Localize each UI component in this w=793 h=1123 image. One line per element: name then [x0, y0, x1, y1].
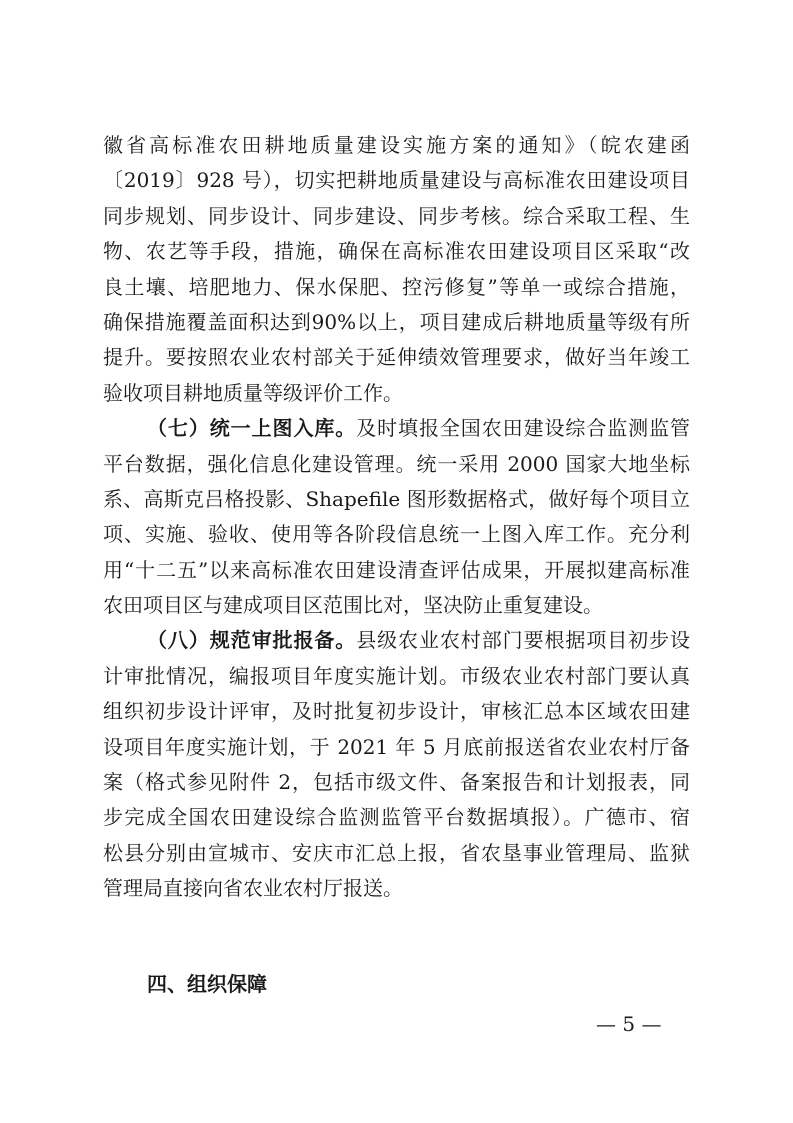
text-line: 同步规划、同步设计、同步建设、同步考核。综合采取工程、生 [103, 203, 690, 228]
text-line: 徽省高标准农田耕地质量建设实施方案的通知》（皖农建函 [103, 133, 690, 157]
text-line: 用“十二五”以来高标准农田建设清查评估成果，开展拟建高标准 [103, 557, 690, 582]
paragraph-title: （八）规范审批报备。 [147, 628, 357, 653]
paragraph-cultivated-land-quality [103, 128, 690, 411]
text-line: 平台数据，强化信息化建设管理。统一采用 2000 国家大地坐标 [103, 451, 690, 476]
paragraph-approval-filing [103, 623, 690, 906]
text-line: 提升。要按照农业农村部关于延伸绩效管理要求，做好当年竣工 [103, 345, 690, 370]
text-line: 步完成全国农田建设综合监测监管平台数据填报）。广德市、宿 [103, 805, 690, 830]
paragraph-unified-mapping [103, 411, 690, 623]
text-line: 确保措施覆盖面积达到90%以上，项目建成后耕地质量等级有所 [103, 309, 690, 334]
text-line: 〔2019〕928 号），切实把耕地质量建设与高标准农田建设项目 [103, 168, 690, 193]
text-line: 系、高斯克吕格投影、Shapefile 图形数据格式，做好每个项目立 [103, 486, 690, 511]
text-run: 及时填报全国农田建设综合监测监管 [356, 416, 691, 441]
document-body [103, 128, 690, 907]
section-heading: 四、组织保障 [147, 972, 267, 996]
text-line: 验收项目耕地质量等级评价工作。 [103, 380, 403, 405]
text-line: 物、农艺等手段，措施，确保在高标准农田建设项目区采取“改 [103, 239, 690, 264]
text-line: 项、实施、验收、使用等各阶段信息统一上图入库工作。充分利 [103, 522, 690, 547]
text-line: 计审批情况，编报项目年度实施计划。市级农业农村部门要认真 [103, 663, 690, 688]
text-line [103, 623, 690, 658]
text-line: 组织初步设计评审，及时批复初步设计，审核汇总本区域农田建 [103, 699, 690, 724]
text-line: 农田项目区与建成项目区范围比对，坚决防止重复建设。 [103, 593, 603, 618]
page-number: — 5 — [596, 1012, 662, 1036]
text-line: 松县分别由宣城市、安庆市汇总上报，省农垦事业管理局、监狱 [103, 840, 690, 865]
text-line [103, 411, 690, 446]
text-line: 管理局直接向省农业农村厅报送。 [103, 876, 403, 901]
text-run: 县级农业农村部门要根据项目初步设 [356, 628, 691, 653]
paragraph-title: （七）统一上图入库。 [147, 416, 357, 441]
text-line: 案（格式参见附件 2，包括市级文件、备案报告和计划报表，同 [103, 770, 690, 795]
text-line: 良土壤、培肥地力、保水保肥、控污修复”等单一或综合措施， [103, 274, 690, 299]
text-line: 设项目年度实施计划，于 2021 年 5 月底前报送省农业农村厅备 [103, 734, 690, 759]
